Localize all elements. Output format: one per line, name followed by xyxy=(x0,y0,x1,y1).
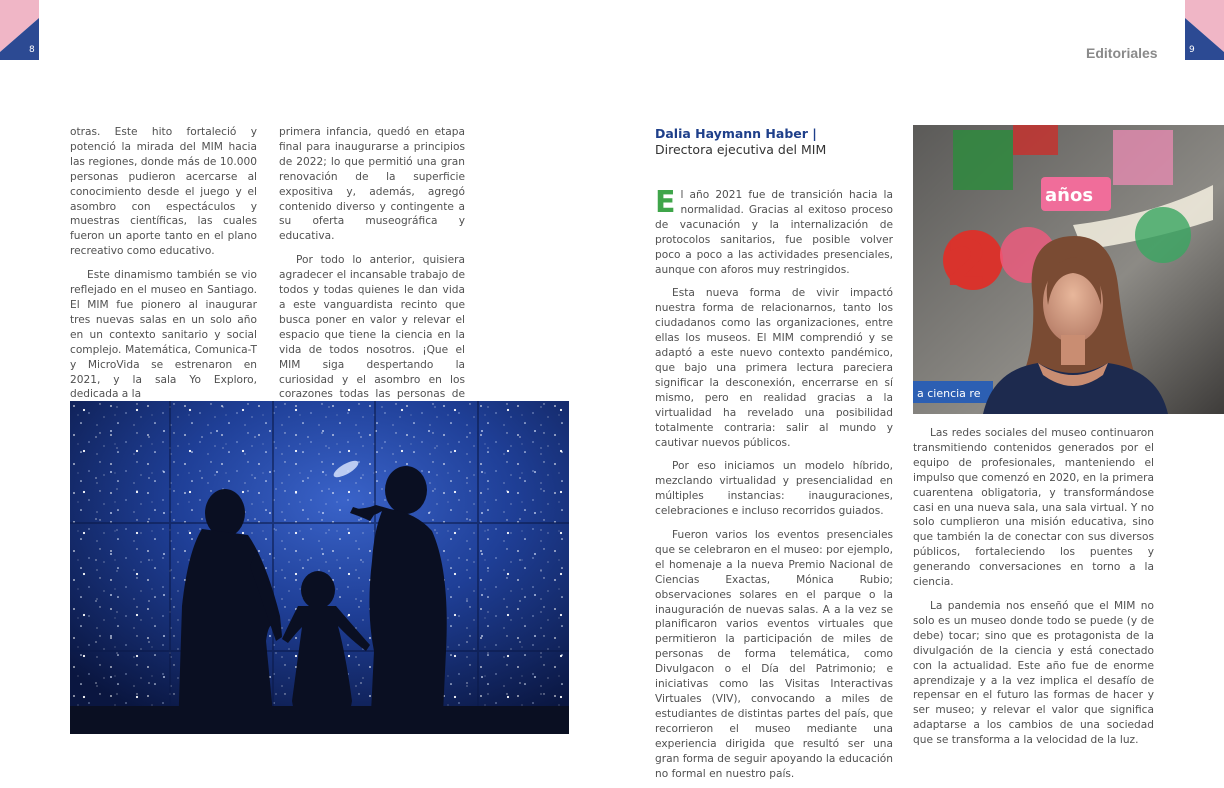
left-column-2 xyxy=(279,125,465,426)
paragraph: Esta nueva forma de vivir impactó nuestra forma de relacionarnos, tanto los ciudadanos como las organizaciones, entre ellas los museos. El MIM comprendió y se adaptó a este nuevo contexto pandémico, que bajo una primera lectura pareciera significar la desconexión, encerrarse en sí mismo, pero en realidad gracias a la virtualidad ha revelado una posibilidad totalmente contraria: salir al mundo y cautivar nuevos públicos. xyxy=(655,287,893,449)
page-number-left: 8 xyxy=(29,45,35,55)
author-name: Dalia Haymann Haber | xyxy=(655,126,817,141)
page-corner-left xyxy=(0,0,39,60)
lead-text: l año 2021 fue de transición hacia la normalidad. Gracias al exitoso proceso de vacunación y la internalización de protocolos sanitarios, fue posible volver poco a poco a las actividades presenciales, aunque con aforos muy restringidos. xyxy=(655,189,893,276)
paragraph: La pandemia nos enseñó que el MIM no solo es un museo donde todo se puede (y de debe) tocar; sino que es protagonista de la divulgación de la ciencia y está conectado con la actualidad. Este año fue de enorme aprendizaje y a la vez implica el desafío de repensar en el futuro las formas de hacer y ser museo; y relevar el valor que significa adaptarse a los cambios de una sociedad que se transforma a la velocidad de la luz. xyxy=(913,599,1154,747)
page-number-right: 9 xyxy=(1189,45,1195,55)
paragraph: Este dinamismo también se vio reflejado en el museo en Santiago. El MIM fue pionero al inaugurar tres nuevas salas en un solo año en un contexto sanitario y social complejo. Matemática, Comunica-T y MicroVida se estrenaron en 2021, y la sala Yo Exploro, dedicada a la xyxy=(70,269,257,401)
page-corner-right xyxy=(1185,0,1224,60)
paragraph: Por todo lo anterior, quisiera agradecer el incansable trabajo de todos y todas quienes le dan vida a este vanguardista recinto que busca poner en valor y relevar el espacio que tiene la ciencia en la vida de todos nosotros. ¡Que el MIM siga despertando la curiosidad y el asombro en los corazones todas las personas de xyxy=(279,254,465,401)
director-portrait-photo xyxy=(913,125,1224,414)
section-title: Editoriales xyxy=(1086,45,1158,61)
paragraph: Las redes sociales del museo continuaron transmitiendo contenidos generados por el equipo de profesionales, manteniendo el impulso que comenzó en 2020, en la primera cuarentena obligatoria, y transformándose casi en una nueva sala, una sala virtual. Y no solo cumplieron una misión educativa, sino que también la de conectar con sus diversos públicos, fortaleciendo los puentes y generando conversaciones en torno a la ciencia. xyxy=(913,427,1155,589)
author-role: Directora ejecutiva del MIM xyxy=(655,142,827,157)
portrait-banner-text: a ciencia re xyxy=(917,387,981,400)
left-column-1 xyxy=(70,125,257,411)
paragraph: Fueron varios los eventos presenciales que se celebraron en el museo: por ejemplo, el homenaje a la nueva Premio Nacional de Ciencias Exactas, Mónica Rubio; observaciones solares en el parque o la inauguración de nuevas salas. A a la vez se planificaron varios eventos virtuales que permitieron la participación de miles de personas de forma telemática, como Divulgacon o el Día del Patrimonio; e iniciativas como las Visitas Interactivas Virtuales (VIV), convocando a miles de estudiantes de distintas partes del país, que recorrieron el museo mediante una experiencia dirigida que resultó ser una gran forma de seguir apoyando la educación no formal en nuestro país. xyxy=(655,529,893,780)
portrait-sign-text: años xyxy=(1045,185,1094,206)
family-silhouette-photo xyxy=(70,401,569,734)
paragraph: otras. Este hito fortaleció y potenció la mirada del MIM hacia las regiones, donde más de 10.000 personas pudieron acercarse al conocimiento desde el juego y el asombro con espectáculos y muestras científicas, las cuales fueron un aporte tanto en el plano recreativo como educativo. xyxy=(70,126,257,258)
right-column-2 xyxy=(913,426,1154,757)
lead-paragraph xyxy=(655,185,893,277)
paragraph: primera infancia, quedó en etapa final para inaugurarse a principios de 2022; lo que permitió una gran renovación de la superficie expositiva y, además, agregó contenido diverso y contingente a su oferta museográfica y educativa. xyxy=(279,126,465,243)
paragraph: Por eso iniciamos un modelo híbrido, mezclando virtualidad y presencialidad en múltiples instancias: inauguraciones, celebraciones e incluso recorridos guiados. xyxy=(655,460,893,518)
right-column-1 xyxy=(655,185,893,788)
svg-text:2: 2 xyxy=(945,227,989,300)
drop-cap: E xyxy=(655,185,676,220)
